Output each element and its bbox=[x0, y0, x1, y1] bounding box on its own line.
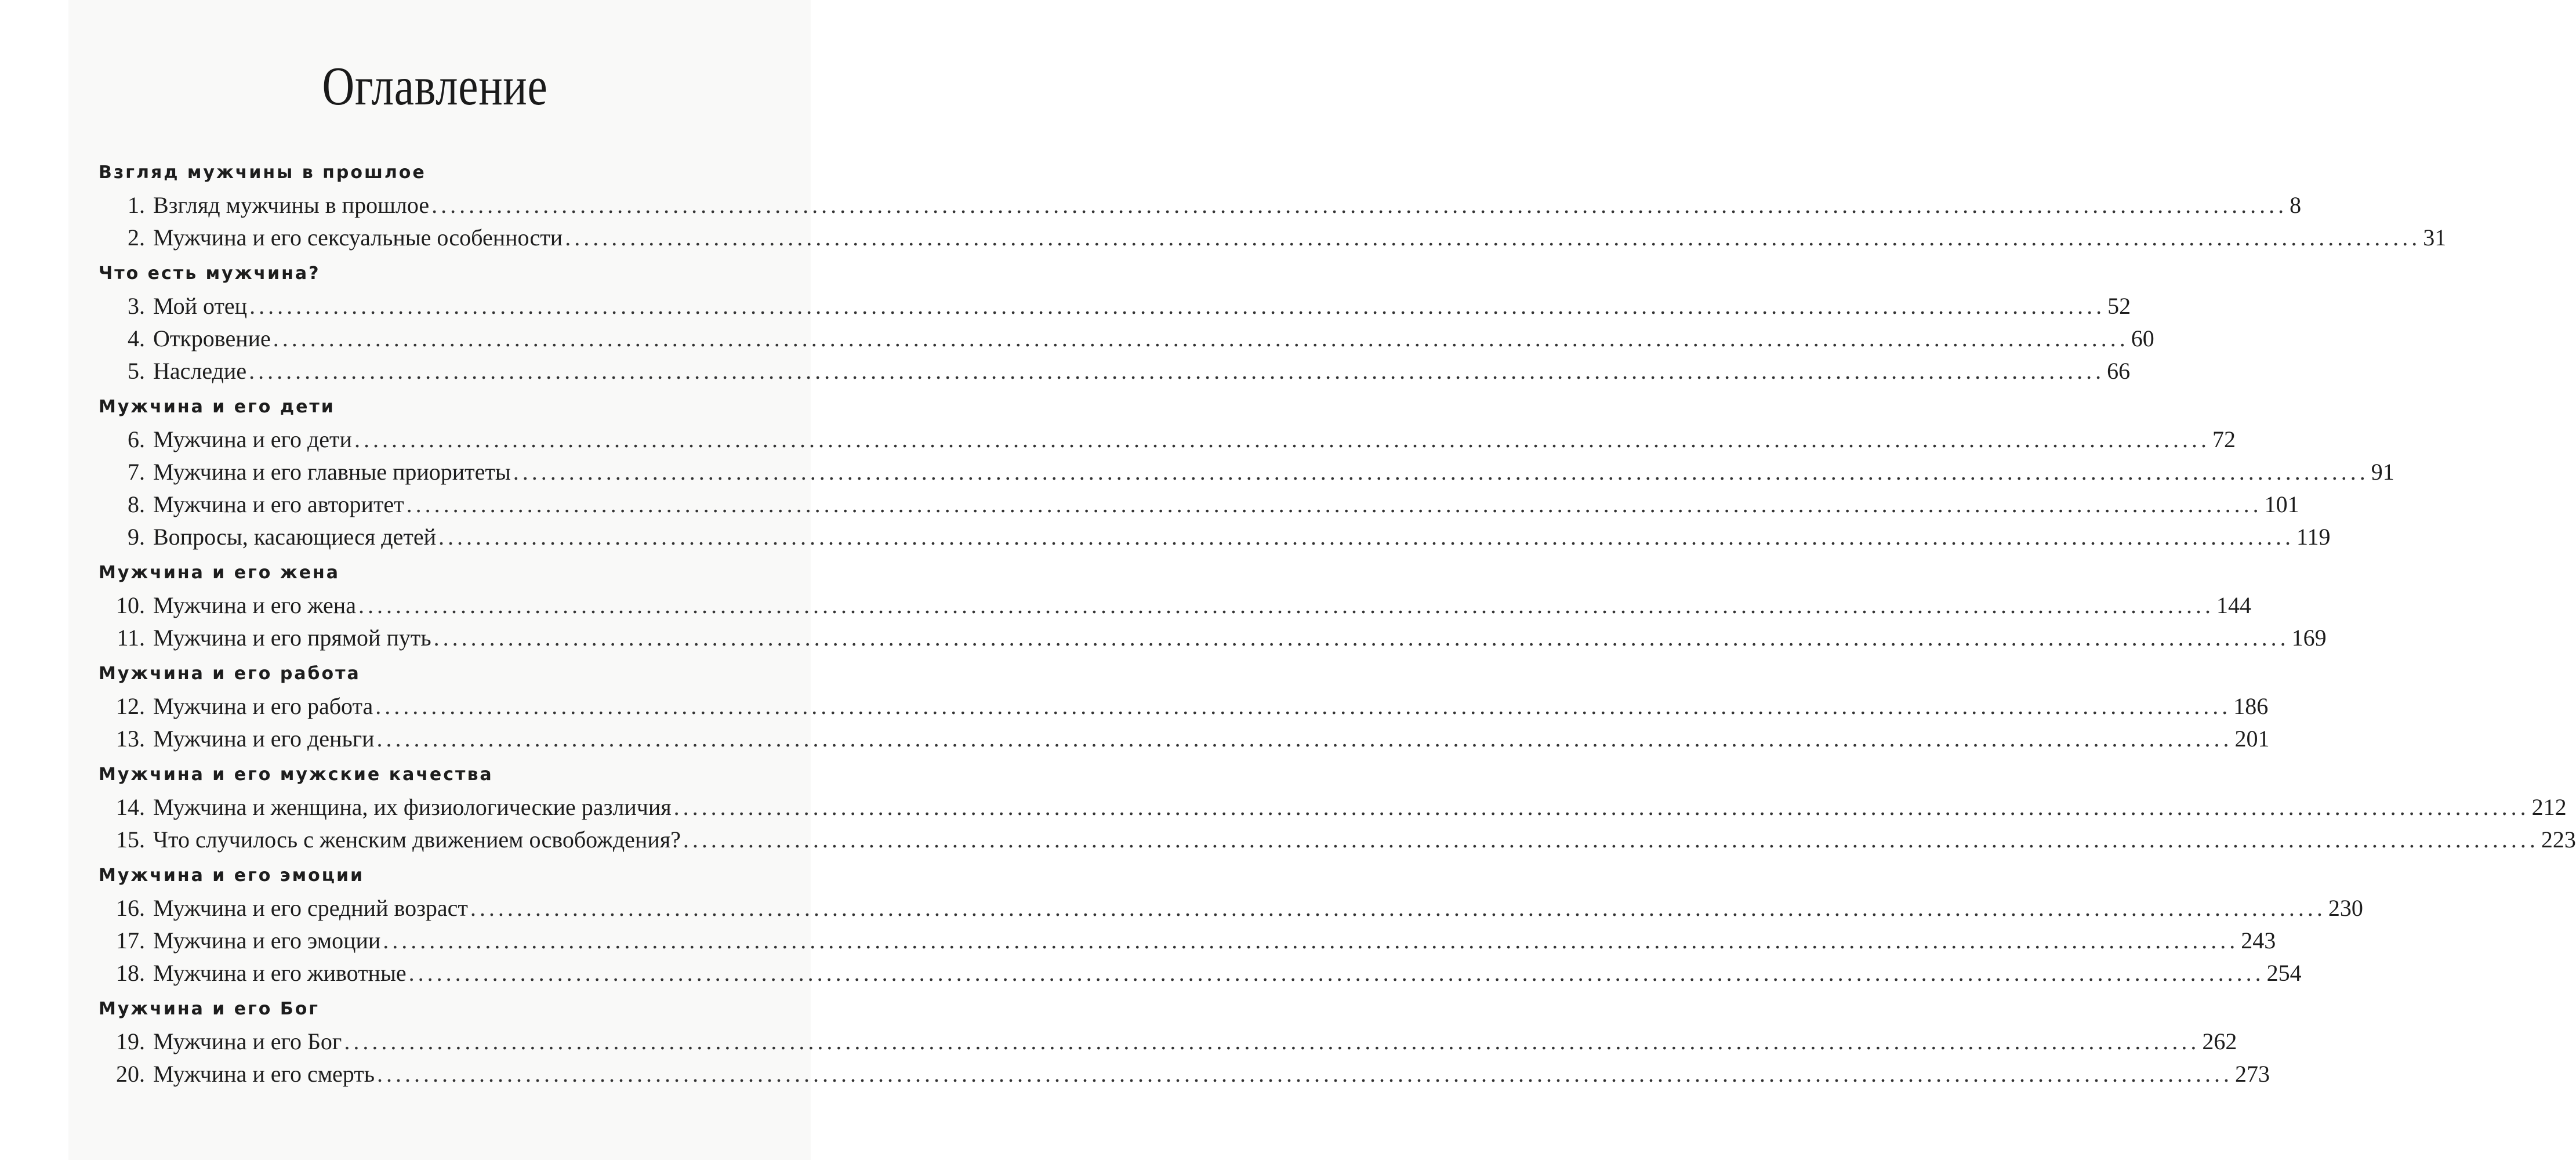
page-number: 52 bbox=[2107, 293, 2131, 319]
dot-leader: ........................................................................................................................................................................................................ bbox=[431, 192, 2288, 218]
toc-entry bbox=[99, 589, 2251, 622]
section-heading: Мужчина и его работа bbox=[99, 664, 361, 684]
toc-entry bbox=[99, 1025, 2237, 1058]
toc-entry bbox=[99, 355, 2131, 387]
page-number: 254 bbox=[2266, 960, 2302, 986]
toc-entry bbox=[99, 423, 2236, 456]
toc-entry bbox=[99, 521, 2331, 553]
dot-leader: ........................................................................................................................................................................................................ bbox=[433, 625, 2290, 651]
dot-leader: ........................................................................................................................................................................................................ bbox=[513, 459, 2369, 485]
page-number: 262 bbox=[2202, 1028, 2237, 1054]
section-heading: Мужчина и его жена bbox=[99, 563, 340, 583]
toc-entry bbox=[99, 222, 2447, 254]
section-heading: Взгляд мужчины в прошлое bbox=[99, 162, 426, 183]
chapter-title: Мужчина и его смерть bbox=[153, 1061, 375, 1087]
page-number: 60 bbox=[2131, 325, 2154, 351]
chapter-number: 5. bbox=[128, 358, 145, 384]
chapter-title: Мой отец bbox=[153, 293, 248, 319]
chapter-number: 10. bbox=[116, 592, 145, 618]
chapter-number: 8. bbox=[128, 491, 145, 517]
toc-entry bbox=[99, 456, 2394, 488]
section-heading: Мужчина и его Бог bbox=[99, 999, 320, 1019]
chapter-number: 17. bbox=[116, 927, 145, 954]
page-number: 144 bbox=[2216, 592, 2251, 618]
page-number: 101 bbox=[2264, 491, 2299, 517]
dot-leader: ........................................................................................................................................................................................................ bbox=[354, 426, 2210, 452]
chapter-title: Наследие bbox=[153, 358, 247, 384]
page-number: 223 bbox=[2541, 826, 2576, 853]
chapter-number: 16. bbox=[116, 895, 145, 921]
dot-leader: ........................................................................................................................................................................................................ bbox=[249, 293, 2106, 319]
page-number: 119 bbox=[2296, 524, 2331, 550]
dot-leader: ........................................................................................................................................................................................................ bbox=[673, 794, 2530, 820]
toc-entry bbox=[99, 925, 2276, 957]
dot-leader: ........................................................................................................................................................................................................ bbox=[376, 726, 2233, 752]
dot-leader: ........................................................................................................................................................................................................ bbox=[273, 325, 2129, 351]
chapter-title: Мужчина и его жена bbox=[153, 592, 356, 618]
chapter-number: 7. bbox=[128, 459, 145, 485]
page-number: 31 bbox=[2423, 224, 2447, 251]
section-heading: Мужчина и его дети bbox=[99, 397, 335, 417]
chapter-title: Вопросы, касающиеся детей bbox=[153, 524, 437, 550]
dot-leader: ........................................................................................................................................................................................................ bbox=[358, 592, 2214, 618]
chapter-number: 9. bbox=[128, 524, 145, 550]
dot-leader: ........................................................................................................................................................................................................ bbox=[438, 524, 2295, 550]
chapter-number: 1. bbox=[128, 192, 145, 218]
page-number: 186 bbox=[2233, 693, 2269, 719]
page-number: 201 bbox=[2234, 726, 2270, 752]
toc-section bbox=[99, 258, 2154, 391]
chapter-number: 12. bbox=[116, 693, 145, 719]
chapter-number: 19. bbox=[116, 1028, 145, 1054]
chapter-title: Взгляд мужчины в прошлое bbox=[153, 192, 430, 218]
dot-leader: ........................................................................................................................................................................................................ bbox=[375, 693, 2232, 719]
page-number: 91 bbox=[2371, 459, 2394, 485]
dot-leader: ........................................................................................................................................................................................................ bbox=[249, 358, 2105, 384]
dot-leader: ........................................................................................................................................................................................................ bbox=[406, 491, 2262, 517]
toc-entry bbox=[99, 1058, 2270, 1090]
chapter-number: 2. bbox=[128, 224, 145, 251]
chapter-number: 18. bbox=[116, 960, 145, 986]
page-number: 212 bbox=[2531, 794, 2567, 820]
section-heading: Мужчина и его мужские качества bbox=[99, 764, 494, 785]
page-number: 66 bbox=[2107, 358, 2131, 384]
toc-entry bbox=[99, 791, 2567, 824]
page-number: 72 bbox=[2212, 426, 2236, 452]
page-number: 230 bbox=[2328, 895, 2363, 921]
toc-entry bbox=[99, 290, 2131, 322]
dot-leader: ........................................................................................................................................................................................................ bbox=[683, 826, 2539, 853]
chapter-title: Мужчина и его животные bbox=[153, 960, 407, 986]
chapter-title: Мужчина и его средний возраст bbox=[153, 895, 468, 921]
toc-section bbox=[99, 759, 2576, 860]
chapter-number: 14. bbox=[116, 794, 145, 820]
chapter-number: 6. bbox=[128, 426, 145, 452]
toc-section bbox=[99, 860, 2363, 993]
toc-entry bbox=[99, 892, 2363, 925]
chapter-number: 4. bbox=[128, 325, 145, 351]
toc-section bbox=[99, 658, 2270, 759]
chapter-title: Мужчина и его авторитет bbox=[153, 491, 404, 517]
toc-entry bbox=[99, 824, 2576, 856]
toc-section bbox=[99, 557, 2327, 658]
chapter-title: Мужчина и его сексуальные особенности bbox=[153, 224, 563, 251]
page-number: 8 bbox=[2290, 192, 2302, 218]
page-number: 273 bbox=[2234, 1061, 2270, 1087]
dot-leader: ........................................................................................................................................................................................................ bbox=[376, 1061, 2233, 1087]
chapter-title: Мужчина и его работа bbox=[153, 693, 373, 719]
toc-entry bbox=[99, 723, 2270, 755]
chapter-number: 15. bbox=[116, 826, 145, 853]
page-number: 169 bbox=[2291, 625, 2327, 651]
section-heading: Что есть мужчина? bbox=[99, 263, 321, 284]
dot-leader: ........................................................................................................................................................................................................ bbox=[565, 224, 2421, 251]
chapter-title: Откровение bbox=[153, 325, 271, 351]
toc-entry bbox=[99, 488, 2299, 521]
dot-leader: ........................................................................................................................................................................................................ bbox=[408, 960, 2265, 986]
toc-entry bbox=[99, 690, 2269, 723]
dot-leader: ........................................................................................................................................................................................................ bbox=[470, 895, 2326, 921]
chapter-title: Мужчина и его главные приоритеты bbox=[153, 459, 511, 485]
toc-entry bbox=[99, 322, 2154, 355]
dot-leader: ........................................................................................................................................................................................................ bbox=[383, 927, 2239, 954]
chapter-number: 20. bbox=[116, 1061, 145, 1087]
chapter-title: Мужчина и его Бог bbox=[153, 1028, 342, 1054]
toc-section bbox=[99, 993, 2270, 1094]
chapter-title: Мужчина и его деньги bbox=[153, 726, 375, 752]
chapter-title: Мужчина и его эмоции bbox=[153, 927, 381, 954]
chapter-title: Мужчина и его дети bbox=[153, 426, 352, 452]
dot-leader: ........................................................................................................................................................................................................ bbox=[344, 1028, 2200, 1054]
chapter-number: 13. bbox=[116, 726, 145, 752]
page-title: Оглавление bbox=[322, 56, 548, 117]
table-of-contents bbox=[99, 157, 2576, 1094]
page-number: 243 bbox=[2241, 927, 2276, 954]
section-heading: Мужчина и его эмоции bbox=[99, 865, 365, 886]
chapter-title: Что случилось с женским движением освобождения? bbox=[153, 826, 681, 853]
chapter-title: Мужчина и женщина, их физиологические различия bbox=[153, 794, 672, 820]
toc-entry bbox=[99, 957, 2302, 989]
toc-entry bbox=[99, 622, 2327, 654]
chapter-title: Мужчина и его прямой путь bbox=[153, 625, 431, 651]
toc-section bbox=[99, 391, 2394, 557]
toc-entry bbox=[99, 189, 2302, 222]
chapter-number: 3. bbox=[128, 293, 145, 319]
toc-section bbox=[99, 157, 2447, 258]
chapter-number: 11. bbox=[117, 625, 145, 651]
